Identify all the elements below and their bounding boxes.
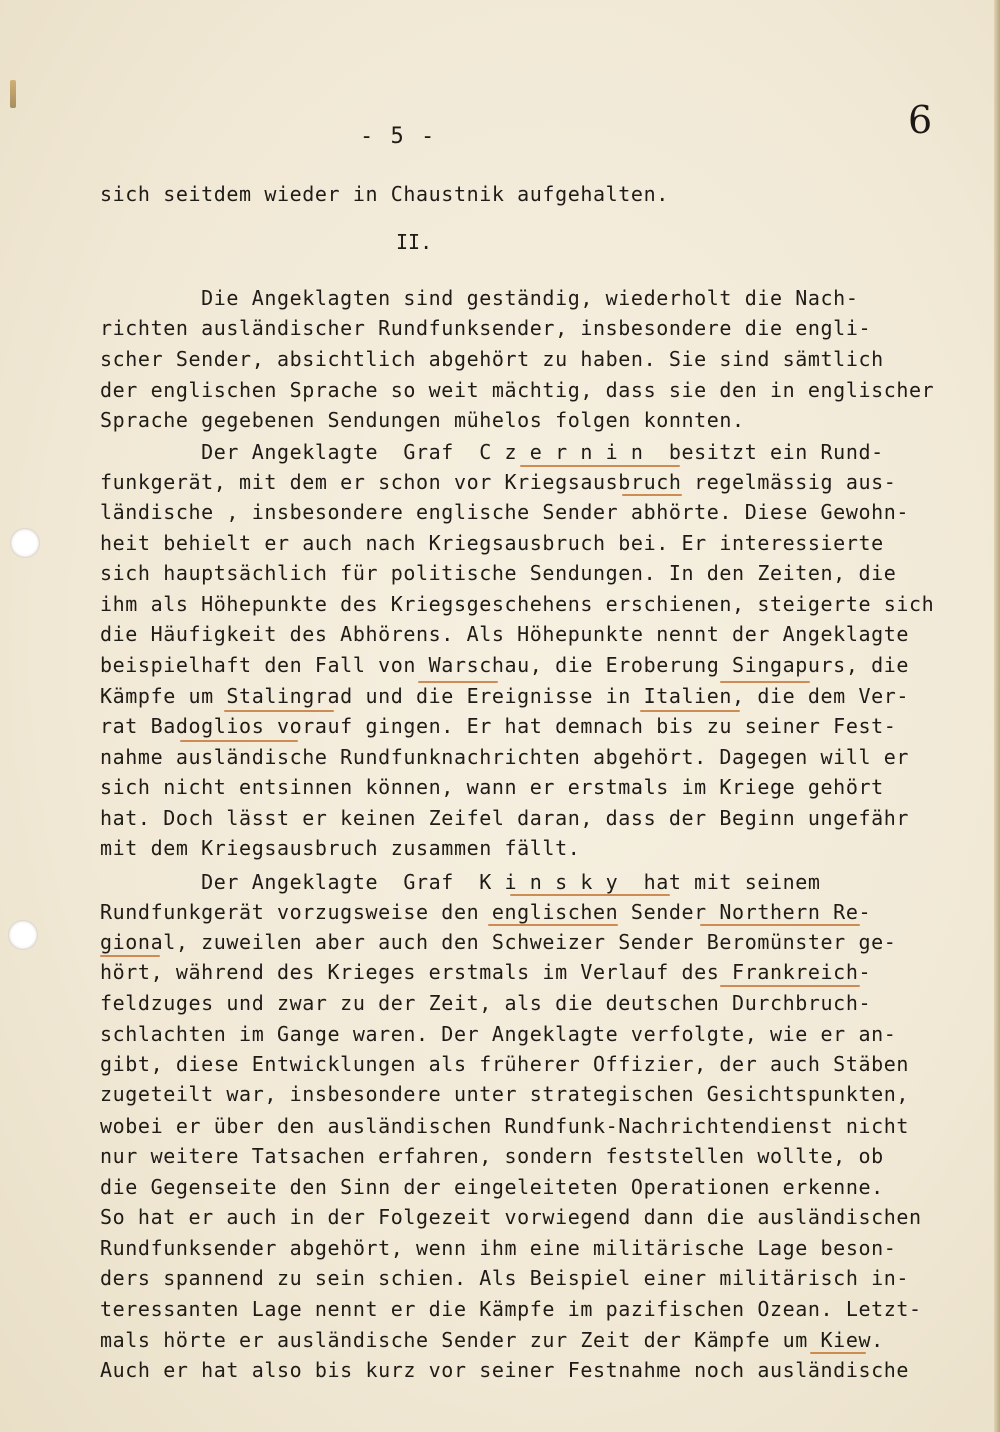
- underline-czernin: [520, 465, 680, 467]
- underline-badoglios: [180, 740, 298, 742]
- text-line: hat. Doch lässt er keinen Zeifel daran, dass der Beginn ungefähr: [100, 806, 910, 830]
- text-line: So hat er auch in der Folgezeit vorwiegend dann die ausländischen: [100, 1205, 922, 1229]
- underline-italien: [640, 710, 740, 712]
- underline-kriegsausbruch: [622, 494, 682, 496]
- text-line: wobei er über den ausländischen Rundfunk-Nachrichtendienst nicht: [100, 1114, 910, 1138]
- text-line: richten ausländischer Rundfunksender, insbesondere die engli-: [100, 316, 872, 340]
- text-line: schlachten im Gange waren. Der Angeklagte verfolgte, wie er an-: [100, 1022, 897, 1046]
- section-title: II.: [396, 230, 433, 254]
- text-line: Der Angeklagte Graf C z e r n i n besitzt ein Rund-: [100, 440, 884, 464]
- text-line: funkgerät, mit dem er schon vor Kriegsausbruch regelmässig aus-: [100, 470, 897, 494]
- underline-frankreich: [720, 985, 860, 987]
- text-line: heit behielt er auch nach Kriegsausbruch bei. Er interessierte: [100, 531, 884, 555]
- text-line: teressanten Lage nennt er die Kämpfe im pazifischen Ozean. Letzt-: [100, 1297, 922, 1321]
- text-line: der englischen Sprache so weit mächtig, dass sie den in englischer: [100, 378, 935, 402]
- text-line: die Gegenseite den Sinn der eingeleiteten Operationen erkenne.: [100, 1175, 884, 1199]
- text-line: ders spannend zu sein schien. Als Beispiel einer militärisch in-: [100, 1266, 910, 1290]
- text-line: Rundfunksender abgehört, wenn ihm eine militärische Lage beson-: [100, 1236, 897, 1260]
- text-line: Sprache gegebenen Sendungen mühelos folgen konnten.: [100, 408, 745, 432]
- punch-hole-bottom: [8, 920, 38, 950]
- punch-hole-top: [10, 528, 40, 558]
- underline-kiew: [810, 1352, 866, 1354]
- page-number: - 5 -: [360, 124, 437, 149]
- text-line: gional, zuweilen aber auch den Schweizer Sender Beromünster ge-: [100, 930, 897, 954]
- text-line: feldzuges und zwar zu der Zeit, als die deutschen Durchbruch-: [100, 991, 872, 1015]
- text-line: sich nicht entsinnen können, wann er erstmals im Kriege gehört: [100, 775, 884, 799]
- text-line: Der Angeklagte Graf K i n s k y hat mit seinem: [100, 870, 821, 894]
- folio-number: 6: [908, 98, 933, 142]
- text-line: mit dem Kriegsausbruch zusammen fällt.: [100, 836, 581, 860]
- underline-stalingrad: [224, 710, 334, 712]
- text-line: Auch er hat also bis kurz vor seiner Festnahme noch ausländische: [100, 1358, 910, 1382]
- text-line: scher Sender, absichtlich abgehört zu haben. Sie sind sämtlich: [100, 347, 884, 371]
- text-line: rat Badoglios vorauf gingen. Er hat demnach bis zu seiner Fest-: [100, 714, 897, 738]
- text-line: Rundfunkgerät vorzugsweise den englischen Sender Northern Re-: [100, 900, 872, 924]
- text-line: ihm als Höhepunkte des Kriegsgeschehens erschienen, steigerte sich: [100, 592, 935, 616]
- text-line: beispielhaft den Fall von Warschau, die Eroberung Singapurs, die: [100, 653, 910, 677]
- underline-warschau: [418, 681, 498, 683]
- underline-englischen: [488, 924, 618, 926]
- underline-singapurs: [720, 681, 810, 683]
- underline-gional: [100, 955, 160, 957]
- text-line: nur weitere Tatsachen erfahren, sondern feststellen wollte, ob: [100, 1144, 884, 1168]
- underline-kinsky: [510, 894, 670, 896]
- text-line: zugeteilt war, insbesondere unter strategischen Gesichtspunkten,: [100, 1082, 910, 1106]
- staple-rust-mark: [10, 80, 16, 108]
- text-line: mals hörte er ausländische Sender zur Zeit der Kämpfe um Kiew.: [100, 1328, 884, 1352]
- page-edge-shadow: [994, 0, 1000, 1432]
- text-line: sich seitdem wieder in Chaustnik aufgehalten.: [100, 182, 669, 206]
- text-line: nahme ausländische Rundfunknachrichten abgehört. Dagegen will er: [100, 745, 910, 769]
- underline-northern: [700, 924, 860, 926]
- text-line: Kämpfe um Stalingrad und die Ereignisse in Italien, die dem Ver-: [100, 684, 910, 708]
- text-line: gibt, diese Entwicklungen als früherer Offizier, der auch Stäben: [100, 1052, 910, 1076]
- text-line: Die Angeklagten sind geständig, wiederholt die Nach-: [100, 286, 859, 310]
- text-line: sich hauptsächlich für politische Sendungen. In den Zeiten, die: [100, 561, 897, 585]
- text-line: ländische , insbesondere englische Sender abhörte. Diese Gewohn-: [100, 500, 910, 524]
- text-line: hört, während des Krieges erstmals im Verlauf des Frankreich-: [100, 960, 872, 984]
- text-line: die Häufigkeit des Abhörens. Als Höhepunkte nennt der Angeklagte: [100, 622, 910, 646]
